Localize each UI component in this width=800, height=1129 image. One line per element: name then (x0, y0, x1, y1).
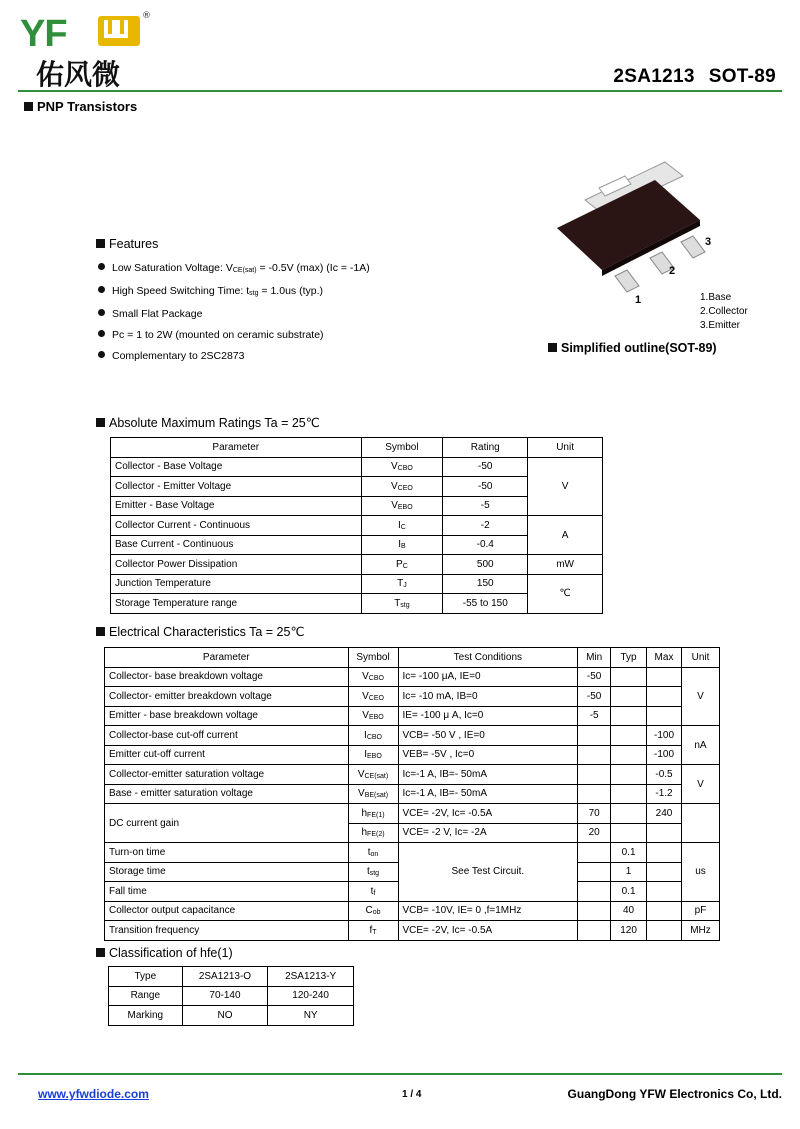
min-cell (578, 862, 611, 882)
unit-cell: MHz (681, 921, 719, 941)
param-cell: Collector-base cut-off current (105, 726, 349, 746)
classification-cell: Type (109, 967, 183, 987)
symbol-main: t (370, 885, 374, 897)
features-heading (96, 237, 158, 251)
condition-cell: VCB= -50 V , IE=0 (398, 726, 578, 746)
col-header: Unit (528, 438, 603, 458)
classification-cell: NO (182, 1006, 268, 1026)
param-cell: Collector - Emitter Voltage (111, 477, 362, 497)
symbol-cell (361, 574, 443, 594)
classification-heading (96, 946, 233, 960)
sot89-package-drawing (555, 160, 725, 310)
classification-cell: NY (268, 1006, 354, 1026)
min-cell: -50 (578, 687, 611, 707)
unit-cell: V (681, 667, 719, 726)
rating-cell: 500 (443, 555, 528, 575)
col-header: Min (578, 648, 611, 668)
max-cell: 240 (647, 804, 682, 824)
min-cell (578, 882, 611, 902)
typ-cell (611, 765, 647, 785)
symbol-main: V (358, 788, 365, 800)
max-cell (647, 843, 682, 863)
symbol-main: C (365, 905, 373, 917)
min-cell: -50 (578, 667, 611, 687)
param-cell: Collector Current - Continuous (111, 516, 362, 536)
symbol-main: f (369, 924, 373, 936)
classification-cell: Range (109, 986, 183, 1006)
min-cell (578, 901, 611, 921)
symbol-sub: C (402, 562, 408, 570)
param-cell: Collector- emitter breakdown voltage (105, 687, 349, 707)
elec-table (104, 647, 720, 941)
table-row (105, 765, 720, 785)
condition-cell: VCE= -2 V, Ic= -2A (398, 823, 578, 843)
classification-cell: Marking (109, 1006, 183, 1026)
symbol-sub: B (400, 543, 406, 551)
symbol-sub: f (373, 889, 376, 897)
param-cell: Collector - Base Voltage (111, 457, 362, 477)
max-cell (647, 823, 682, 843)
table-row (111, 457, 603, 477)
min-cell (578, 745, 611, 765)
symbol-cell (348, 667, 398, 687)
unit-cell: pF (681, 901, 719, 921)
features-list (98, 258, 370, 367)
table-row (105, 843, 720, 863)
typ-cell (611, 687, 647, 707)
typ-cell (611, 706, 647, 726)
typ-cell: 1 (611, 862, 647, 882)
symbol-main: P (396, 558, 403, 570)
rating-cell: -50 (443, 457, 528, 477)
symbol-main: t (366, 866, 370, 878)
table-row (105, 804, 720, 824)
header-rule (18, 90, 782, 92)
symbol-main: t (367, 846, 371, 858)
table-row (105, 726, 720, 746)
symbol-sub: EBO (397, 504, 413, 512)
condition-cell: VCE= -2V, Ic= -0.5A (398, 921, 578, 941)
symbol-cell (361, 555, 443, 575)
param-cell: Collector output capacitance (105, 901, 349, 921)
company-name: GuangDong YFW Electronics Co, Ltd. (567, 1087, 782, 1101)
outline-caption-text: Simplified outline(SOT-89) (561, 341, 717, 355)
classification-cell: 70-140 (182, 986, 268, 1006)
elec-title: Electrical Characteristics Ta = 25℃ (109, 625, 305, 639)
condition-cell: VCE= -2V, Ic= -0.5A (398, 804, 578, 824)
table-row (105, 921, 720, 941)
typ-cell (611, 784, 647, 804)
min-cell (578, 921, 611, 941)
min-cell (578, 784, 611, 804)
max-cell (647, 706, 682, 726)
col-header: Max (647, 648, 682, 668)
pin-1-label: 1 (635, 294, 642, 306)
param-cell: Emitter cut-off current (105, 745, 349, 765)
col-header: Symbol (361, 438, 443, 458)
pin-legend (700, 291, 748, 333)
unit-cell: mW (528, 555, 603, 575)
symbol-sub: CBO (368, 675, 384, 683)
device-type-label: PNP Transistors (37, 99, 138, 114)
symbol-main: h (361, 827, 368, 839)
unit-cell: A (528, 516, 603, 555)
param-cell: DC current gain (105, 804, 349, 843)
symbol-sub: FE(1) (367, 811, 385, 819)
condition-cell: VCB= -10V, IE= 0 ,f=1MHz (398, 901, 578, 921)
symbol-main: h (361, 807, 368, 819)
rating-cell: -2 (443, 516, 528, 536)
symbol-cell (361, 594, 443, 614)
table-row (105, 901, 720, 921)
param-cell: Transition frequency (105, 921, 349, 941)
max-cell (647, 667, 682, 687)
rating-cell: 150 (443, 574, 528, 594)
table-row (105, 745, 720, 765)
feature-item (98, 304, 370, 325)
pin-2-label: 2 (669, 265, 676, 277)
unit-cell: us (681, 843, 719, 902)
abs-max-heading (96, 415, 320, 430)
param-cell: Collector Power Dissipation (111, 555, 362, 575)
svg-text:®: ® (142, 11, 151, 21)
rating-cell: -55 to 150 (443, 594, 528, 614)
symbol-sub: CE(sat) (364, 772, 389, 780)
table-row (111, 555, 603, 575)
classification-table (108, 966, 354, 1026)
col-header: Test Conditions (398, 648, 578, 668)
feature-item (98, 325, 370, 346)
classification-title: Classification of hfe(1) (109, 946, 233, 960)
elec-heading (96, 624, 304, 639)
part-number: 2SA1213 (613, 66, 695, 87)
param-cell: Fall time (105, 882, 349, 902)
param-cell: Junction Temperature (111, 574, 362, 594)
typ-cell: 40 (611, 901, 647, 921)
col-header: Rating (443, 438, 528, 458)
unit-cell: V (528, 457, 603, 516)
min-cell: 20 (578, 823, 611, 843)
condition-cell: Ic=-1 A, IB=- 50mA (398, 765, 578, 785)
max-cell: -100 (647, 726, 682, 746)
symbol-main: I (398, 519, 401, 531)
col-header: Parameter (105, 648, 349, 668)
package-name: SOT-89 (708, 66, 776, 87)
feature-item: High Speed Switching Time: $t_{stg} = 1.0us$ (typ.) (98, 281, 370, 304)
max-cell (647, 862, 682, 882)
abs-max-title: Absolute Maximum Ratings Ta = 25℃ (109, 416, 320, 430)
min-cell (578, 765, 611, 785)
classification-body (109, 967, 354, 1026)
min-cell: 70 (578, 804, 611, 824)
symbol-cell (348, 687, 398, 707)
symbol-sub: CEO (368, 694, 384, 702)
param-cell: Emitter - base breakdown voltage (105, 706, 349, 726)
typ-cell: 0.1 (611, 882, 647, 902)
symbol-main: I (364, 729, 367, 741)
rating-cell: -50 (443, 477, 528, 497)
param-cell: Collector-emitter saturation voltage (105, 765, 349, 785)
typ-cell (611, 726, 647, 746)
min-cell (578, 843, 611, 863)
symbol-cell (348, 882, 398, 902)
symbol-main: I (364, 749, 368, 761)
typ-cell (611, 804, 647, 824)
typ-cell (611, 823, 647, 843)
part-title (613, 66, 776, 88)
param-cell: Base - emitter saturation voltage (105, 784, 349, 804)
symbol-cell (348, 804, 398, 824)
symbol-main: V (362, 671, 369, 683)
max-cell (647, 687, 682, 707)
classification-cell: 2SA1213-O (182, 967, 268, 987)
symbol-main: V (391, 480, 398, 492)
symbol-main: V (362, 710, 369, 722)
symbol-sub: CEO (397, 484, 413, 492)
max-cell: -1.2 (647, 784, 682, 804)
rating-cell: -0.4 (443, 535, 528, 555)
abs-max-table (110, 437, 603, 614)
typ-cell: 120 (611, 921, 647, 941)
pin-3-label: 3 (705, 236, 712, 248)
max-cell: -100 (647, 745, 682, 765)
param-cell: Collector- base breakdown voltage (105, 667, 349, 687)
condition-cell: Ic= -10 mA, IB=0 (398, 687, 578, 707)
symbol-cell (348, 765, 398, 785)
symbol-cell (348, 745, 398, 765)
feature-text: Small Flat Package (112, 308, 203, 320)
symbol-sub: EBO (367, 753, 382, 761)
svg-text:佑风微: 佑风微 (36, 58, 121, 91)
symbol-cell (361, 477, 443, 497)
max-cell (647, 882, 682, 902)
symbol-main: V (391, 500, 398, 512)
col-header: Unit (681, 648, 719, 668)
table-row (111, 516, 603, 536)
max-cell: -0.5 (647, 765, 682, 785)
classification-cell: 2SA1213-Y (268, 967, 354, 987)
max-cell (647, 921, 682, 941)
param-cell: Base Current - Continuous (111, 535, 362, 555)
symbol-cell (348, 784, 398, 804)
typ-cell: 0.1 (611, 843, 647, 863)
max-cell (647, 901, 682, 921)
param-cell: Storage time (105, 862, 349, 882)
param-cell: Storage Temperature range (111, 594, 362, 614)
col-header: Typ (611, 648, 647, 668)
elec-body (105, 667, 720, 940)
col-header: Parameter (111, 438, 362, 458)
symbol-main: V (357, 768, 365, 780)
symbol-cell (348, 706, 398, 726)
symbol-sub: BE(sat) (364, 792, 389, 800)
feature-item: Low Saturation Voltage: $V_{CE(sat)} = -0.5V$ (max) (Ic = -1A) (98, 258, 370, 281)
symbol-main: V (391, 461, 398, 473)
unit-cell: ℃ (528, 574, 603, 613)
typ-cell (611, 667, 647, 687)
pin-legend-emitter: 3.Emitter (700, 320, 741, 331)
symbol-main: T (397, 578, 404, 590)
table-row (111, 574, 603, 594)
condition-cell: Ic= -100 μA, IE=0 (398, 667, 578, 687)
symbol-sub: ob (372, 909, 381, 917)
unit-cell: nA (681, 726, 719, 765)
symbol-cell (361, 535, 443, 555)
symbol-sub: EBO (368, 714, 384, 722)
symbol-cell (348, 862, 398, 882)
table-row (105, 784, 720, 804)
condition-cell: VEB= -5V , Ic=0 (398, 745, 578, 765)
symbol-sub: T (372, 928, 377, 936)
symbol-sub: stg (369, 870, 380, 878)
outline-caption (548, 341, 717, 355)
symbol-sub: on (370, 850, 379, 858)
table-row (105, 706, 720, 726)
classification-cell: 120-240 (268, 986, 354, 1006)
page-number: 1 / 4 (402, 1089, 422, 1100)
symbol-cell (348, 823, 398, 843)
symbol-sub: stg (400, 601, 410, 609)
symbol-cell (348, 726, 398, 746)
param-cell: Emitter - Base Voltage (111, 496, 362, 516)
symbol-main: T (394, 597, 401, 609)
symbol-sub: FE(2) (367, 831, 385, 839)
table-row (105, 687, 720, 707)
website-link[interactable]: www.yfwdiode.com (38, 1087, 149, 1101)
footer-rule (18, 1073, 782, 1075)
condition-cell: IE= -100 μ A, Ic=0 (398, 706, 578, 726)
svg-text:YF: YF (20, 13, 67, 55)
symbol-sub: C (400, 523, 406, 531)
table-row (105, 667, 720, 687)
table-row (109, 967, 354, 987)
typ-cell (611, 745, 647, 765)
feature-item (98, 346, 370, 367)
pin-legend-collector: 2.Collector (700, 306, 748, 317)
condition-cell: See Test Circuit. (398, 843, 578, 902)
features-title: Features (109, 237, 159, 251)
symbol-cell (361, 457, 443, 477)
symbol-cell (361, 516, 443, 536)
min-cell (578, 726, 611, 746)
company-logo (18, 10, 151, 92)
condition-cell: Ic=-1 A, IB=- 50mA (398, 784, 578, 804)
symbol-sub: J (403, 582, 407, 590)
unit-cell (681, 804, 719, 843)
symbol-main: V (362, 690, 369, 702)
device-type (24, 99, 137, 114)
symbol-cell (348, 921, 398, 941)
table-row (109, 986, 354, 1006)
table-row (109, 1006, 354, 1026)
param-cell: Turn-on time (105, 843, 349, 863)
min-cell: -5 (578, 706, 611, 726)
rating-cell: -5 (443, 496, 528, 516)
symbol-cell (348, 901, 398, 921)
feature-text: Complementary to 2SC2873 (112, 350, 245, 362)
pin-legend-base: 1.Base (700, 292, 732, 303)
unit-cell: V (681, 765, 719, 804)
symbol-main: I (398, 539, 401, 551)
feature-text: Pc = 1 to 2W (mounted on ceramic substrate) (112, 329, 324, 341)
col-header: Symbol (348, 648, 398, 668)
symbol-cell (361, 496, 443, 516)
symbol-sub: CBO (397, 465, 413, 473)
symbol-cell (348, 843, 398, 863)
abs-max-body (111, 457, 603, 613)
symbol-sub: CBO (366, 733, 382, 741)
